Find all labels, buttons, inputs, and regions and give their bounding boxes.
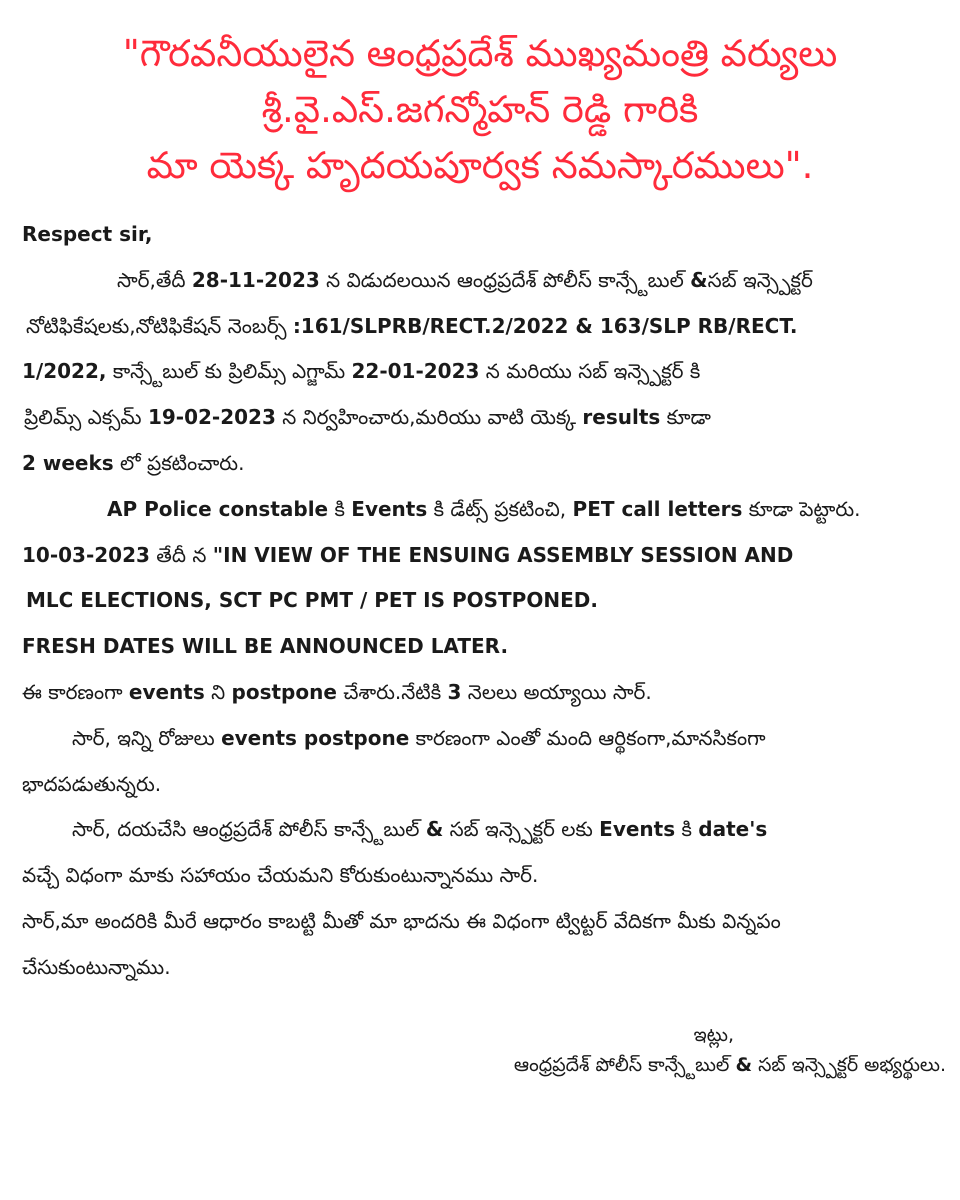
paragraph-5-line-2: చేసుకుంటున్నాము.: [22, 954, 171, 979]
text-run: events: [128, 679, 205, 704]
paragraph-1-line-1: [22, 258, 942, 304]
letter-heading: [0, 26, 960, 194]
paragraph-2-line-4: FRESH DATES WILL BE ANNOUNCED LATER.: [22, 634, 509, 659]
paragraph-3-line-1: [22, 716, 942, 762]
heading-line-2: శ్రీ.వై.ఎస్.జగన్మోహన్ రెడ్డి గారికి: [261, 88, 699, 131]
heading-line-1: "గౌరవనీయులైన ఆంధ్రప్రదేశ్ ముఖ్యమంత్రి వర్యులు: [122, 32, 838, 75]
text-run: PET call letters: [572, 496, 743, 521]
text-run: events postpone: [221, 725, 410, 750]
text-run: నోటిఫికేషలకు,నోటిఫికేషన్ నెంబర్స్: [26, 313, 293, 338]
paragraph-2-line-5: [22, 670, 942, 716]
paragraph-1-line-2: [22, 304, 942, 350]
text-run: &: [735, 1054, 753, 1076]
text-run: సబ్ ఇన్స్పెక్టర్: [707, 267, 813, 292]
date-text: 28-11-2023: [191, 267, 320, 292]
paragraph-2-line-3: MLC ELECTIONS, SCT PC PMT / PET IS POSTPONED.: [26, 588, 598, 613]
paragraph-4-line-2: వచ్చే విధంగా మాకు సహాయం చేయమని కోరుకుంటున్నానము సార్.: [22, 863, 539, 888]
paragraph-3-line-2: భాదపడుతున్నరు.: [22, 771, 162, 796]
date-text: 10-03-2023: [22, 542, 150, 567]
text-run: ఆంధ్రప్రదేశ్ పోలీస్ కాన్స్టేబుల్: [513, 1054, 736, 1076]
paragraph-1-line-5: [22, 441, 942, 487]
letter-body: [22, 212, 942, 991]
text-run: చేశారు.నేటికి: [336, 679, 448, 704]
text-run: కూడా పెట్టారు.: [742, 496, 861, 521]
text-run: న మరియు సబ్ ఇన్స్పెక్టర్ కి: [479, 359, 701, 384]
text-run: తేదీ న: [149, 542, 213, 567]
date-text: 19-02-2023: [147, 405, 276, 430]
text-run: న విడుదలయిన ఆంధ్రప్రదేశ్ పోలీస్ కాన్స్టేబుల్: [319, 267, 691, 292]
text-run: కారణంగా ఎంతో మంది ఆర్థికంగా,మానసికంగా: [409, 725, 766, 750]
text-run: సార్, ఇన్ని రోజులు: [72, 725, 222, 750]
paragraph-2-line-1: [22, 487, 942, 533]
text-run: సార్,తేదీ: [117, 267, 192, 292]
text-run: AP Police constable: [107, 496, 329, 521]
text-run: ఈ కారణంగా: [22, 679, 129, 704]
signoff-line-1: ఇట్లు,: [693, 1024, 734, 1046]
text-run: Events: [599, 817, 676, 842]
letter-signoff: [514, 1020, 946, 1080]
text-run: సబ్ ఇన్స్పెక్టర్ లకు: [443, 817, 600, 842]
text-run: date's: [698, 817, 768, 842]
date-text: 22-01-2023: [351, 359, 480, 384]
text-run: సార్, దయచేసి ఆంధ్రప్రదేశ్ పోలీస్ కాన్స్టేబుల్: [72, 817, 426, 842]
text-run: లో ప్రకటించారు.: [113, 450, 245, 475]
text-run: కి: [675, 817, 699, 842]
paragraph-2-line-2: [22, 533, 942, 579]
text-run: సబ్ ఇన్స్పెక్టర్ అభ్యర్థులు.: [752, 1054, 946, 1076]
text-run: &: [425, 817, 444, 842]
greeting: Respect sir,: [22, 222, 153, 246]
text-run: ని: [204, 679, 232, 704]
text-run: ప్రిలిమ్స్ ఎక్సమ్: [24, 405, 148, 430]
text-run: నెలలు అయ్యాయి సార్.: [461, 679, 652, 704]
text-run: &: [690, 267, 708, 292]
text-run: కాన్స్టేబుల్ కు ప్రిలిమ్స్ ఎగ్జామ్: [106, 359, 352, 384]
text-run: న నిర్వహించారు,మరియు వాటి యెక్క: [275, 405, 583, 430]
paragraph-5-line-1: సార్,మా అందరికి మీరే ఆధారం కాబట్టి మీతో మా భాదను ఈ విధంగా ట్విట్టర్ వేదికగా మీకు విన్నపం: [22, 908, 781, 933]
heading-line-3: మా యెక్క హృదయపూర్వక నమస్కారములు".: [146, 144, 814, 187]
notification-numbers: :161/SLPRB/RECT.2/2022 & 163/SLP RB/RECT.: [292, 313, 798, 338]
paragraph-4-line-1: [22, 807, 942, 853]
text-run: కూడా: [660, 405, 711, 430]
text-run: 1/2022,: [22, 359, 107, 384]
quoted-notice: "IN VIEW OF THE ENSUING ASSEMBLY SESSION AND: [212, 542, 794, 567]
text-run: కి: [328, 496, 352, 521]
text-run: results: [582, 405, 661, 430]
text-run: 2 weeks: [22, 450, 114, 475]
text-run: postpone: [231, 679, 337, 704]
paragraph-1-line-4: [22, 395, 942, 441]
paragraph-1-line-3: [22, 349, 942, 395]
text-run: 3: [447, 679, 462, 704]
signoff-line-2: [514, 1050, 946, 1080]
text-run: కి డేట్స్ ప్రకటించి,: [427, 496, 573, 521]
text-run: Events: [351, 496, 428, 521]
